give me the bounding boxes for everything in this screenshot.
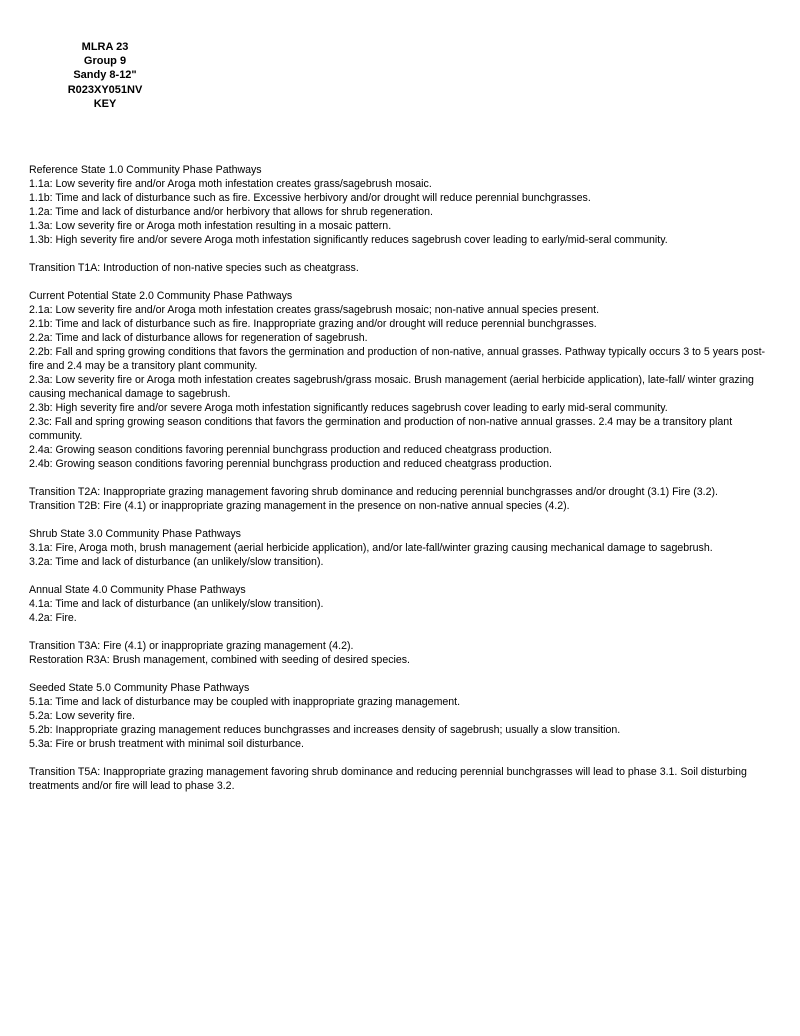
transition-item: Transition T2A: Inappropriate grazing management favoring shrub dominance and reducing perennial bunchgrasses and/or drought (3.1) Fire (3.2). [29, 486, 718, 498]
pathway-item: 4.2a: Fire. [29, 612, 77, 624]
section-heading: Current Potential State 2.0 Community Phase Pathways [29, 290, 293, 302]
document-body [29, 163, 774, 807]
pathway-item: 3.2a: Time and lack of disturbance (an unlikely/slow transition). [29, 556, 324, 568]
pathway-item: 1.2a: Time and lack of disturbance and/or herbivory that allows for shrub regeneration. [29, 206, 433, 218]
transition-t3a-section [29, 639, 774, 667]
pathway-item: 2.1b: Time and lack of disturbance such as fire. Inappropriate grazing and/or drought will reduce perennial bunchgrasses. [29, 318, 597, 330]
pathway-item: 3.1a: Fire, Aroga moth, brush management (aerial herbicide application), and/or late-fall/winter grazing causing mechanical damage to sagebrush. [29, 542, 713, 554]
header-site-id: R023XY051NV [67, 83, 143, 96]
pathway-item: 2.3c: Fall and spring growing season conditions that favors the germination and production of non-native annual grasses. 2.4 may be a transitory plant community. [29, 416, 733, 442]
annual-state-section [29, 583, 774, 625]
section-heading: Annual State 4.0 Community Phase Pathways [29, 584, 246, 596]
pathway-item: 2.4a: Growing season conditions favoring perennial bunchgrass production and reduced cheatgrass production. [29, 444, 552, 456]
pathway-item: 1.3a: Low severity fire or Aroga moth infestation resulting in a mosaic pattern. [29, 220, 392, 232]
reference-state-section [29, 163, 774, 247]
document-header [40, 40, 170, 111]
transition-item: Transition T5A: Inappropriate grazing management favoring shrub dominance and reducing perennial bunchgrasses will lead to phase 3.1. Soil disturbing treatments and/or fire will lead to phase 3.2. [29, 766, 747, 792]
pathway-item: 5.2b: Inappropriate grazing management reduces bunchgrasses and increases density of sagebrush; usually a slow transition. [29, 724, 621, 736]
section-heading: Shrub State 3.0 Community Phase Pathways [29, 528, 241, 540]
transition-t5a-section [29, 765, 774, 793]
transition-t1a-section [29, 261, 774, 275]
section-heading: Seeded State 5.0 Community Phase Pathways [29, 682, 250, 694]
header-mlra: MLRA 23 [81, 41, 129, 53]
pathway-item: 5.3a: Fire or brush treatment with minimal soil disturbance. [29, 738, 304, 750]
pathway-item: 2.3a: Low severity fire or Aroga moth infestation creates sagebrush/grass mosaic. Brush management (aerial herbicide application), late-fall/ winter grazing causing mechanical damage to sagebrush. [29, 374, 754, 400]
section-heading: Reference State 1.0 Community Phase Pathways [29, 164, 262, 176]
shrub-state-section [29, 527, 774, 569]
header-group: Group 9 [83, 55, 127, 68]
transition-t2-section [29, 485, 774, 513]
header-key: KEY [93, 97, 117, 110]
transition-item: Transition T2B: Fire (4.1) or inappropriate grazing management in the presence on non-native annual species (4.2). [29, 500, 570, 512]
pathway-item: 1.1a: Low severity fire and/or Aroga moth infestation creates grass/sagebrush mosaic. [29, 178, 432, 190]
restoration-item: Restoration R3A: Brush management, combined with seeding of desired species. [29, 654, 410, 666]
seeded-state-section [29, 681, 774, 751]
transition-item: Transition T3A: Fire (4.1) or inappropriate grazing management (4.2). [29, 640, 354, 652]
pathway-item: 4.1a: Time and lack of disturbance (an unlikely/slow transition). [29, 598, 324, 610]
pathway-item: 5.2a: Low severity fire. [29, 710, 135, 722]
header-site-name: Sandy 8-12" [73, 69, 137, 82]
pathway-item: 5.1a: Time and lack of disturbance may be coupled with inappropriate grazing management. [29, 696, 461, 708]
pathway-item: 2.3b: High severity fire and/or severe Aroga moth infestation significantly reduces sagebrush cover leading to early mid-seral community. [29, 402, 668, 414]
transition-item: Transition T1A: Introduction of non-native species such as cheatgrass. [29, 262, 359, 274]
pathway-item: 2.4b: Growing season conditions favoring perennial bunchgrass production and reduced cheatgrass production. [29, 458, 552, 470]
pathway-item: 2.2b: Fall and spring growing conditions that favors the germination and production of non-native, annual grasses. Pathway typically occurs 3 to 5 years post-fire and 2.4 may be a transitory plant community. [29, 346, 766, 372]
pathway-item: 2.2a: Time and lack of disturbance allows for regeneration of sagebrush. [29, 332, 368, 344]
pathway-item: 1.3b: High severity fire and/or severe Aroga moth infestation significantly reduces sagebrush cover leading to early/mid-seral community. [29, 234, 668, 246]
pathway-item: 2.1a: Low severity fire and/or Aroga moth infestation creates grass/sagebrush mosaic; non-native annual species present. [29, 304, 600, 316]
current-potential-state-section [29, 289, 774, 471]
pathway-item: 1.1b: Time and lack of disturbance such as fire. Excessive herbivory and/or drought will reduce perennial bunchgrasses. [29, 192, 591, 204]
